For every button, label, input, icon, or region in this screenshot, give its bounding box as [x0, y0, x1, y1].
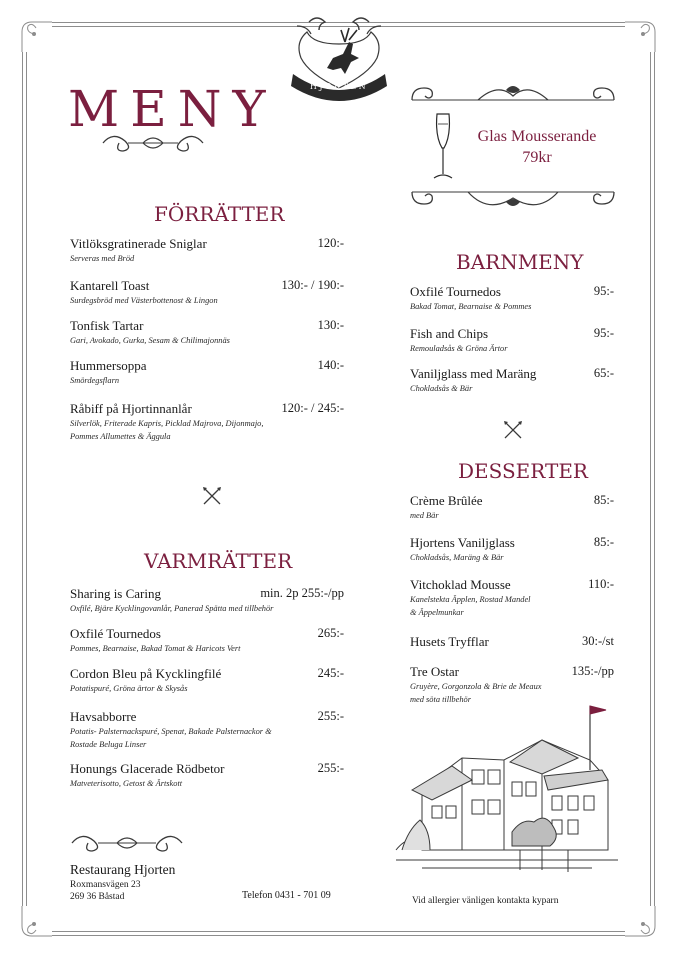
item-price: 85:- — [593, 493, 614, 507]
item-desc-line2: med söta tillbehör — [410, 695, 471, 704]
logo — [287, 12, 391, 104]
item-desc-line2: Pommes Allumettes & Äggula — [70, 432, 171, 441]
menu-item — [410, 284, 614, 313]
item-name: Honungs Glacerade Rödbetor — [70, 761, 225, 776]
item-desc: Gruyère, Gorgonzola & Brie de Meaux — [410, 682, 542, 691]
menu-item — [410, 535, 614, 564]
menu-item — [410, 366, 614, 395]
item-desc: Serveras med Bröd — [70, 254, 135, 263]
item-name: Råbiff på Hjortinnanlår — [70, 401, 192, 416]
item-name: Husets Tryfflar — [410, 634, 489, 649]
scroll-ornament-icon — [98, 128, 208, 158]
item-name: Havsabborre — [70, 709, 137, 724]
item-desc: Potatis- Palsternackspuré, Spenat, Bakade Palsternackor & — [70, 727, 272, 736]
section-title-varmratter: VARMRÄTTER — [144, 549, 293, 573]
crossed-cutlery-icon — [200, 484, 224, 508]
item-name: Sharing is Caring — [70, 586, 161, 601]
menu-item — [70, 318, 344, 347]
item-price: 30:-/st — [582, 634, 614, 648]
item-price: min. 2p 255:-/pp — [260, 586, 344, 600]
sparkling-wine-offer — [462, 126, 612, 168]
restaurant-name: Restaurang Hjorten — [70, 862, 176, 877]
item-desc: Surdegsbröd med Västerbottenost & Lingon — [70, 296, 218, 305]
item-price: 265:- — [317, 626, 344, 640]
item-price: 110:- — [588, 577, 614, 591]
item-price: 255:- — [317, 709, 344, 723]
item-name: Vitchoklad Mousse — [410, 577, 511, 592]
item-price: 255:- — [317, 761, 344, 775]
corner-ornament-icon — [20, 904, 54, 938]
logo-text: HJORTEN — [309, 82, 369, 91]
item-price: 95:- — [593, 326, 614, 340]
item-price: 130:- — [317, 318, 344, 332]
item-desc: Chokladsås & Bär — [410, 384, 473, 393]
item-name: Vitlöksgratinerade Sniglar — [70, 236, 207, 251]
item-desc: med Bär — [410, 511, 439, 520]
champagne-glass-icon — [430, 112, 456, 184]
corner-ornament-icon — [623, 904, 657, 938]
item-name: Oxfilé Tournedos — [70, 626, 161, 641]
item-name: Tonfisk Tartar — [70, 318, 144, 333]
item-desc: Matveterisotto, Getost & Ärtskott — [70, 779, 183, 788]
corner-ornament-icon — [20, 20, 54, 54]
item-name: Cordon Bleu på Kycklingfilé — [70, 666, 222, 681]
menu-item — [70, 709, 344, 751]
corner-ornament-icon — [623, 20, 657, 54]
section-title-desserter: DESSERTER — [458, 459, 588, 483]
menu-item — [70, 761, 344, 790]
item-price: 130:- / 190:- — [281, 278, 344, 292]
item-price: 140:- — [317, 358, 344, 372]
sparkling-wine-label: Glas Mousserande — [477, 128, 597, 145]
item-price: 65:- — [593, 366, 614, 380]
item-name: Hjortens Vaniljglass — [410, 535, 515, 550]
item-desc: Remouladsås & Gröna Ärtor — [410, 344, 508, 353]
menu-item — [70, 666, 344, 695]
phone-number: Telefon 0431 - 701 09 — [242, 890, 331, 901]
scroll-ornament-icon — [68, 828, 186, 858]
item-desc: Silverlök, Friterade Kapris, Picklad Majrova, Dijonmajo, — [70, 419, 264, 428]
item-desc: Potatispuré, Gröna ärtor & Skysås — [70, 684, 188, 693]
item-desc-line2: Rostade Beluga Linser — [70, 740, 147, 749]
menu-item — [70, 278, 344, 307]
menu-item — [70, 358, 344, 387]
flourish-ornament-icon — [408, 78, 618, 108]
item-name: Oxfilé Tournedos — [410, 284, 501, 299]
item-price: 245:- — [317, 666, 344, 680]
menu-item — [70, 401, 344, 443]
crossed-cutlery-icon — [501, 418, 525, 442]
item-desc: Oxfilé, Bjäre Kycklingovanlår, Panerad Spätta med tillbehör — [70, 604, 274, 613]
item-name: Kantarell Toast — [70, 278, 150, 293]
item-price: 85:- — [593, 535, 614, 549]
item-desc: Chokladsås, Maräng & Bär — [410, 553, 504, 562]
section-title-forratter: FÖRRÄTTER — [154, 202, 285, 226]
menu-item — [70, 626, 344, 655]
section-title-barnmeny: BARNMENY — [456, 250, 584, 274]
menu-item — [410, 493, 614, 522]
allergy-notice: Vid allergier vänligen kontakta kyparn — [412, 896, 559, 906]
item-desc: Pommes, Bearnaise, Bakad Tomat & Haricots Vert — [70, 644, 241, 653]
menu-item — [70, 236, 344, 265]
item-name: Tre Ostar — [410, 664, 459, 679]
menu-item — [410, 326, 614, 355]
menu-item — [410, 634, 614, 650]
item-desc: Kanelstekta Äpplen, Rostad Mandel — [410, 595, 531, 604]
address-street: Roxmansvägen 23 — [70, 880, 141, 890]
item-desc-line2: & Äppelmunkar — [410, 608, 464, 617]
item-price: 135:-/pp — [571, 664, 614, 678]
item-desc: Smördegsflarn — [70, 376, 120, 385]
menu-item — [70, 586, 344, 615]
item-name: Fish and Chips — [410, 326, 489, 341]
sparkling-wine-price: 79kr — [522, 149, 552, 166]
item-desc: Bakad Tomat, Bearnaise & Pommes — [410, 302, 532, 311]
item-price: 120:- / 245:- — [281, 401, 344, 415]
item-name: Crème Brûlée — [410, 493, 483, 508]
item-price: 120:- — [317, 236, 344, 250]
menu-item — [410, 577, 614, 619]
item-desc: Gari, Avokado, Gurka, Sesam & Chilimajonnäs — [70, 336, 230, 345]
address-city: 269 36 Båstad — [70, 892, 125, 902]
item-price: 95:- — [593, 284, 614, 298]
restaurant-building-illustration — [392, 700, 622, 880]
item-name: Vaniljglass med Maräng — [410, 366, 537, 381]
item-name: Hummersoppa — [70, 358, 147, 373]
flourish-ornament-icon — [408, 184, 618, 218]
page-title: MENY — [68, 80, 277, 138]
